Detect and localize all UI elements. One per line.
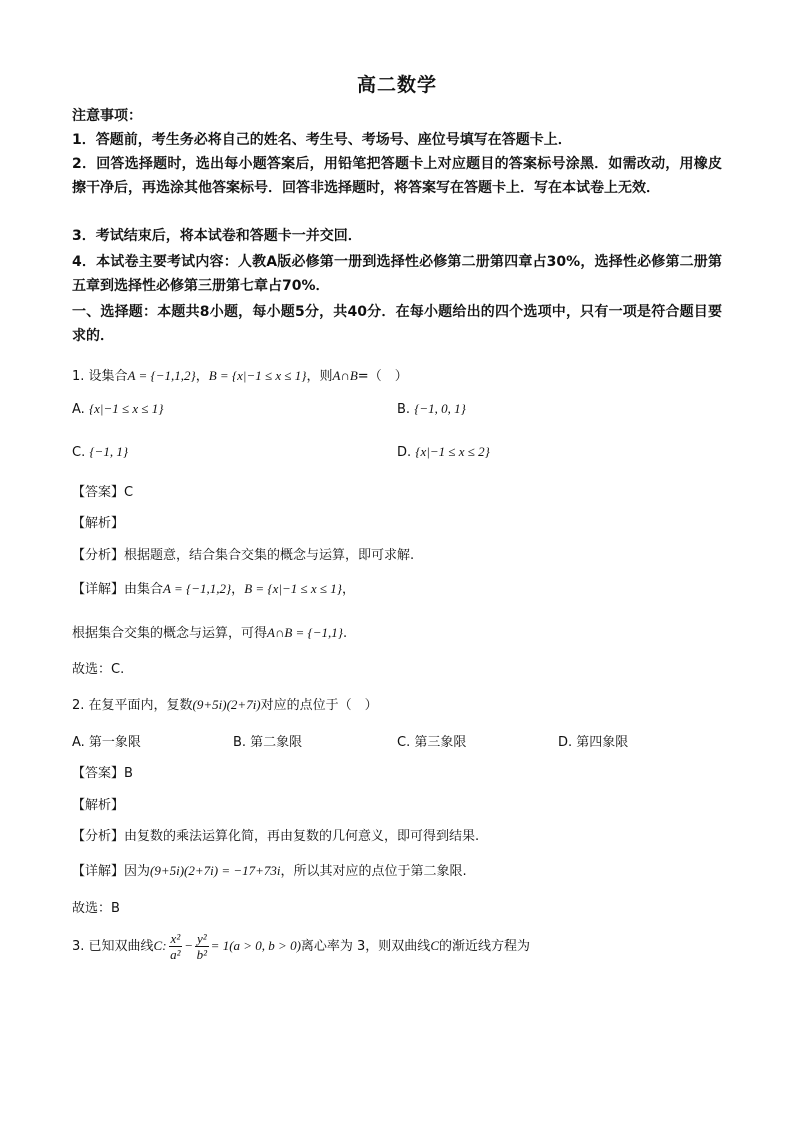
q3-stem-prefix: 3. 已知双曲线 [72, 939, 154, 954]
q1-option-b-text: {−1, 0, 1} [414, 401, 466, 416]
q1-detail-2 [72, 622, 347, 641]
q1-expr: A∩B [332, 368, 358, 383]
q3-fraction-x [169, 931, 183, 962]
q2-option-b: B. 第二象限 [233, 735, 303, 750]
notice-item-4: 4．本试卷主要考试内容：人教A版必修第一册到选择性必修第二册第四章占30%，选择性必修第二册第五章到选择性必修第三册第七章占70%． [72, 254, 722, 294]
notice-item-3: 3．考试结束后，将本试卷和答题卡一并交回． [72, 228, 362, 244]
q1-detail2-expr: A∩B = {−1,1} [267, 625, 343, 640]
question-3-stem [72, 931, 530, 962]
q1-option-b-label: B. [397, 402, 411, 417]
notice-heading: 注意事项： [72, 108, 142, 124]
q1-analysis: 【分析】根据题意，结合集合交集的概念与运算，即可求解. [72, 548, 415, 563]
q3-frac1-num: x² [170, 931, 181, 946]
q1-sep: ， [195, 369, 209, 384]
q2-answer: 【答案】B [72, 766, 133, 781]
q1-paren: =（ ） [357, 369, 408, 384]
section-heading: 一、选择题：本题共8小题，每小题5分，共40分．在每小题给出的四个选项中，只有一项是符合题目要求的． [72, 304, 722, 344]
q1-option-c-text: {−1, 1} [89, 444, 129, 459]
q1-option-a [72, 401, 164, 417]
q3-minus: − [184, 938, 193, 953]
q3-frac2-num: y² [197, 931, 207, 946]
q2-option-c: C. 第三象限 [397, 735, 467, 750]
q2-choose: 故选：B [72, 901, 120, 916]
q1-option-a-label: A. [72, 402, 85, 417]
q2-analysis: 【分析】由复数的乘法运算化简，再由复数的几何意义，即可得到结果. [72, 829, 480, 844]
q3-curve-2: C [430, 938, 439, 953]
q3-frac2-den: b² [196, 947, 208, 962]
notice-item-1: 1．答题前，考生务必将自己的姓名、考生号、考场号、座位号填写在答题卡上． [72, 132, 572, 148]
q2-analysis-heading: 【解析】 [72, 798, 125, 813]
q3-frac1-den: a² [170, 947, 181, 962]
q1-detail-sep: ， [231, 582, 245, 597]
q1-detail-set-b: B = {x|−1 ≤ x ≤ 1} [244, 581, 342, 596]
q1-set-b: B = {x|−1 ≤ x ≤ 1} [208, 368, 307, 383]
q1-set-a: A = {−1,1,2} [127, 368, 196, 383]
q1-answer: 【答案】C [72, 485, 134, 500]
q2-detail [72, 860, 467, 879]
q2-detail-prefix: 【详解】因为 [72, 864, 151, 879]
q1-detail-prefix: 【详解】由集合 [72, 582, 164, 597]
q1-detail2-end: . [342, 626, 348, 641]
q3-curve: C: [153, 938, 167, 953]
q1-stem-prefix: 1. 设集合 [72, 369, 128, 384]
q2-option-d: D. 第四象限 [558, 735, 629, 750]
question-2-stem [72, 694, 378, 713]
q1-option-c [72, 444, 128, 460]
q1-detail-end: ， [341, 582, 355, 597]
q1-option-d-text: {x|−1 ≤ x ≤ 2} [415, 444, 490, 459]
q2-expr: (9+5i)(2+7i) [192, 697, 261, 712]
notice-item-2: 2．回答选择题时，选出每小题答案后，用铅笔把答题卡上对应题目的答案标号涂黑．如需改动，用橡皮擦干净后，再选涂其他答案标号．回答非选择题时，将答案写在答题卡上．写在本试卷上无效． [72, 156, 722, 196]
q1-option-d-label: D. [397, 445, 412, 460]
q2-detail-suffix: ，所以其对应的点位于第二象限. [280, 864, 467, 879]
q1-analysis-heading: 【解析】 [72, 516, 125, 531]
q1-detail [72, 578, 355, 597]
q3-fraction-y [195, 931, 209, 962]
question-1-stem [72, 365, 408, 384]
q1-option-d [397, 444, 490, 460]
q1-detail-set-a: A = {−1,1,2} [163, 581, 232, 596]
q1-option-b [397, 401, 466, 417]
q1-choose: 故选：C. [72, 662, 125, 677]
q1-option-c-label: C. [72, 445, 86, 460]
q1-stem-suffix: ，则 [306, 369, 333, 384]
q2-stem-prefix: 2. 在复平面内，复数 [72, 698, 193, 713]
q2-option-a: A. 第一象限 [72, 735, 141, 750]
q1-detail2-prefix: 根据集合交集的概念与运算，可得 [72, 626, 268, 641]
q1-option-a-text: {x|−1 ≤ x ≤ 1} [88, 401, 164, 416]
q2-stem-suffix: 对应的点位于（ ） [260, 698, 378, 713]
q2-detail-expr: (9+5i)(2+7i) = −17+73i [150, 863, 281, 878]
q3-stem-suffix: 离心率为 3，则双曲线 [300, 939, 431, 954]
q3-condition: = 1(a > 0, b > 0) [210, 938, 301, 953]
page-title: 高二数学 [356, 74, 437, 96]
q3-stem-end: 的渐近线方程为 [438, 939, 530, 954]
